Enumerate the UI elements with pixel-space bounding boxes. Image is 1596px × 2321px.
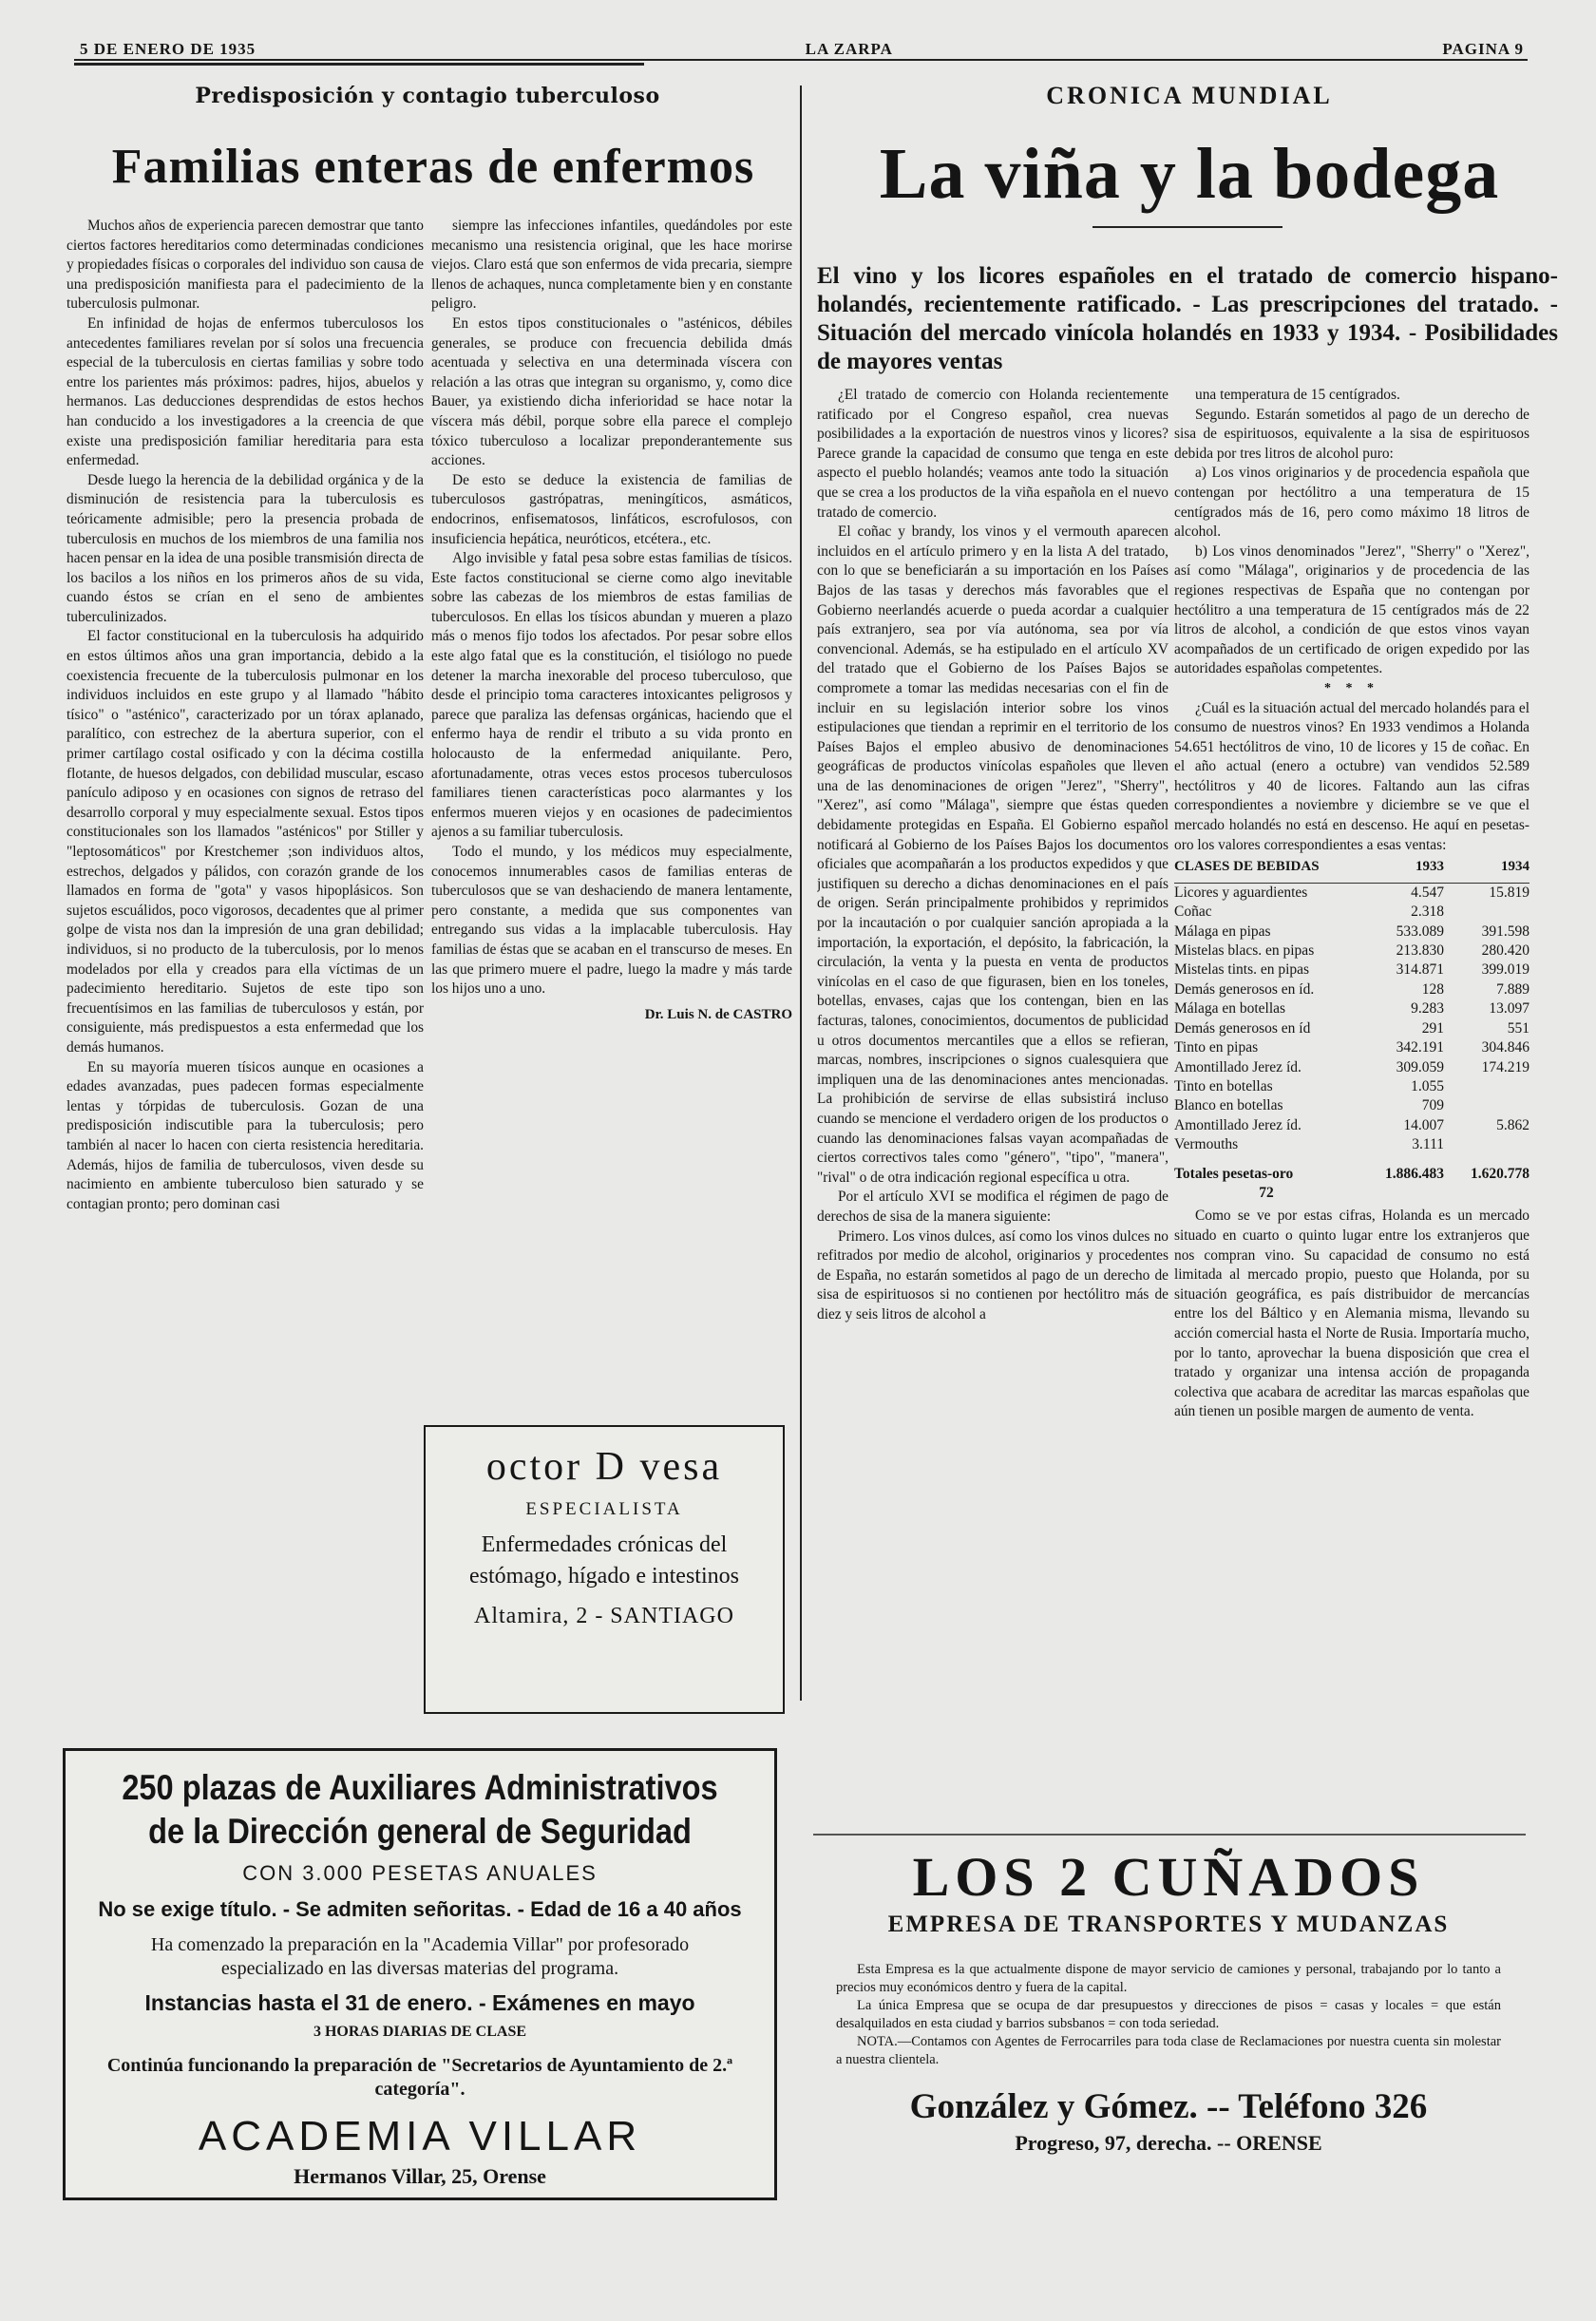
paragraph: El factor constitucional en la tuberculosis ha adquirido en estos últimos años una gran importancia, debido a la coexistencia frecuente de la tuberculosis pulmonar en los individuos incluidos en este grupo y al llamado "hábito tísico" o "asténico", caracterizado por un tórax aplanado, paralítico, con estrechez de la abertura superior, con el primer cartílago costal osificado y con la décima costilla flotante, de huesos delgados, con debilidad muscular, escaso panículo adiposo y en ocasiones con signos de retraso del desarrollo corporal y muy especialmente sexual. Estos tipos constitucionales son los llamados "asténicos" por Stiller y "leptosomáticos" por Krestchemer ;son individuos altos, estrechos, delgados y pálidos, con corazón grande de los llamados en forma de "gota" y vasos hipoplásicos. Son sujetos escuálidos, poco vigorosos, decadentes que al primer golpe de vista nos dan la impresión de una gran debilidad; individuos, si no producto de la tuberculosis, por lo menos modelados por ella y creados para ella víctimas de un padecimiento hereditario. Sujetos de este tipo son frecuentísimos en las familias de tuberculosos y están, por consiguiente, más predispuestos a esta enfermedad que los demás humanos. bbox=[66, 628, 424, 1056]
table-cell-label: Málaga en botellas bbox=[1174, 1000, 1286, 1018]
table-cell-value: 280.420 bbox=[1481, 942, 1530, 960]
table-total-suffix: 72 bbox=[1259, 1184, 1274, 1201]
table-total-suffix-row bbox=[1174, 1184, 1530, 1203]
issue-date: 5 DE ENERO DE 1935 bbox=[80, 40, 256, 58]
transport-address: Progreso, 97, derecha. -- ORENSE bbox=[1015, 2131, 1322, 2155]
right-article-col1 bbox=[817, 386, 1168, 1811]
paragraph: En estos tipos constitucionales o "asténicos, débiles generales, se produce con frecuencia debilida dmás acentuada y selectiva en una determinada víscera con relación a las otras que integran su organismo, y, como dice Bauer, ya existiendo dicha inferioridad se hace notar la víscera más débil, porque sobre ella parece el complejo tóxico tuberculoso a localizar preponderantemente sus acciones. bbox=[431, 314, 792, 469]
table-row bbox=[1174, 903, 1530, 922]
paragraph: En su mayoría mueren tísicos aunque en ocasiones a edades avanzadas, pues padecen formas especialmente lentas y tórpidas de tuberculosis. Gozan de una predisposición indiscutible para la tuberculosis; pero también al nacer lo hacen con cierta resistencia hereditaria. Además, hijos de familia de tuberculosos, viven desde su nacimiento en ambiente tuberculoso bien saturado y se contagian pronto; pero dominan casi bbox=[66, 1058, 424, 1212]
table-cell-value: 309.059 bbox=[1396, 1058, 1444, 1075]
right-headline: La viña y la bodega bbox=[879, 134, 1500, 214]
table-cell-label: Amontillado Jerez íd. bbox=[1174, 1058, 1302, 1075]
table-row bbox=[1174, 942, 1530, 961]
academy-name: ACADEMIA VILLAR bbox=[198, 2113, 642, 2159]
transport-title: LOS 2 CUÑADOS bbox=[912, 1846, 1425, 1908]
paragraph: b) Los vinos denominados "Jerez", "Sherry" o "Xerez", así como "Málaga", originarios y de procedencia de las regiones respectivas de España que no contengan por hectólitro a una temperatura de 15 centígrados más de 22 litros de alcohol, a condición de que estos vinos vayan acompañados de un certificado de origen expedido por las autoridades españolas competentes. bbox=[1174, 542, 1530, 677]
paragraph: La única Empresa que se ocupa de dar presupuestos y direcciones de pisos = casas y locales = que están desalquilados en esta ciudad y barrios subsbanos = con toda seriedad. bbox=[836, 1998, 1501, 2031]
doctor-specialty: Enfermedades crónicas del estómago, hígado e intestinos bbox=[469, 1532, 739, 1589]
doctor-name: octor D vesa bbox=[485, 1445, 723, 1489]
table-cell-label: Mistelas blacs. en pipas bbox=[1174, 942, 1315, 960]
table-row bbox=[1174, 1038, 1530, 1057]
table-cell-value: 14.007 bbox=[1403, 1116, 1444, 1133]
table-cell-value bbox=[1444, 903, 1530, 922]
table-row bbox=[1174, 883, 1530, 903]
paragraph: Segundo. Estarán sometidos al pago de un derecho de sisa de espirituosos, equivalente a la sisa de espirituosos debida por tres litros de alcohol puro: bbox=[1174, 406, 1530, 462]
paragraph: Muchos años de experiencia parecen demostrar que tanto ciertos factores hereditarios como determinadas condiciones y propiedades físicas o corporales del individuo son causa de una predisposición manifiesta para el padecimiento de la tuberculosis pulmonar. bbox=[66, 218, 424, 313]
transport-ad-top-rule bbox=[813, 1834, 1526, 1836]
table-cell-value: 13.097 bbox=[1489, 1000, 1530, 1018]
paragraph: Por el artículo XVI se modifica el régimen de pago de derechos de sisa de la manera siguiente: bbox=[817, 1189, 1168, 1225]
paragraph: En infinidad de hojas de enfermos tuberculosos los antecedentes familiares revelan por sí solos una frecuencia especial de la tuberculosis en ciertas familias y sobre todo entre los parientes más próximos: padres, hijos, abuelos y hermanos. Las deducciones desprendidas de estos hechos han conducido a los investigadores a la creencia de que existe una predisposición familiar hereditaria para esta enfermedad. bbox=[66, 314, 424, 469]
table-row bbox=[1174, 980, 1530, 999]
paragraph: ¿Cuál es la situación actual del mercado holandés para el consumo de nuestros vinos? En 1933 vendimos a Holanda 54.651 hectólitros de vino, 10 de licores y 15 de coñac. En el año actual (enero a octubre) van vendidos 52.589 hectólitros y 40 de licores. Faltando aun las cifras correspondientes a noviembre y diciembre se ve que el mercado holandés no está en descenso. He aquí en pesetas-oro los valores correspondientes a esas ventas: bbox=[1174, 699, 1530, 853]
table-body bbox=[1174, 883, 1530, 1154]
table-cell-label: Demás generosos en íd bbox=[1174, 1019, 1311, 1037]
paragraph: Algo invisible y fatal pesa sobre estas familias de tísicos. Este factos constitucional se cierne como algo inevitable sobre las cabezas de los miembros de estas familias de tuberculosos. En ellas los tísicos abundan y mueren a plazo más o menos fijo todos los afectados. Por pesar sobre ellos este algo fatal que es la constitución, el tisiólogo no puede detener la marcha inexorable del proceso tuberculoso, que desde el principio toma caracteres intoxicantes peligrosos y parece que paraliza las defensas orgánicas, haciendo que el enfermo haya de rendir el tributo a su vida pronto en holocausto de la enfermedad aniquilante. Pero, afortunadamente, otras veces estos procesos tuberculosos familiares tienen características poco alarmantes y los enfermos mueren viejos y en ocasiones de padecimientos ajenos a su familiar tuberculosis. bbox=[431, 550, 792, 841]
table-cell-value: 1.055 bbox=[1411, 1077, 1444, 1094]
table-cell-value: 399.019 bbox=[1481, 961, 1530, 979]
transport-contact: González y Gómez. -- Teléfono 326 bbox=[909, 2087, 1428, 2126]
table-header: 1934 bbox=[1444, 855, 1530, 883]
headline-underline bbox=[1092, 226, 1282, 228]
table-row bbox=[1174, 1077, 1530, 1096]
paragraph: a) Los vinos originarios y de procedencia española que contengan por hectólitro a una temperatura de 15 centígrados más de 16, pero como máximo 18 litros de alcohol. bbox=[1174, 465, 1530, 541]
table-cell-value: 304.846 bbox=[1481, 1039, 1530, 1056]
academy-ad bbox=[63, 1748, 777, 2200]
table-cell-value bbox=[1444, 1096, 1530, 1115]
table-cell-value: 391.598 bbox=[1481, 923, 1530, 940]
column-divider bbox=[800, 86, 802, 1701]
paragraph: NOTA.—Contamos con Agentes de Ferrocarriles para toda clase de Reclamaciones por nuestra cuenta sin molestar a nuestra clientela. bbox=[836, 2034, 1501, 2067]
left-article-col2 bbox=[431, 217, 792, 1399]
paragraph: De esto se deduce la existencia de familias de tuberculosos gastrópatras, meningíticos, asmáticos, endocrinos, enfisematosos, linfáticos, escrofulosos, con insuficiencia hepática, neuróticos, etcétera., etc. bbox=[431, 471, 792, 547]
table-cell-label: Tinto en botellas bbox=[1174, 1077, 1273, 1094]
academy-salary: CON 3.000 PESETAS ANUALES bbox=[242, 1861, 598, 1885]
section-title: CRONICA MUNDIAL bbox=[1046, 82, 1333, 109]
table-cell-label: Demás generosos en íd. bbox=[1174, 980, 1315, 998]
academy-address: Hermanos Villar, 25, Orense bbox=[294, 2164, 546, 2188]
table-cell-value: 533.089 bbox=[1396, 923, 1444, 940]
table-cell-value: 128 bbox=[1421, 980, 1444, 998]
article-signature: Dr. Luis N. de CASTRO bbox=[644, 1006, 792, 1022]
section-separator: * * * bbox=[1324, 680, 1379, 695]
transport-body bbox=[836, 1961, 1501, 2069]
table-total-row bbox=[1174, 1155, 1530, 1184]
table-header: 1933 bbox=[1358, 855, 1444, 883]
table-header: CLASES DE BEBIDAS bbox=[1174, 855, 1358, 883]
transport-subtitle: EMPRESA DE TRANSPORTES Y MUDANZAS bbox=[887, 1912, 1450, 1937]
table-cell-label: Tinto en pipas bbox=[1174, 1039, 1259, 1056]
paragraph: Desde luego la herencia de la debilidad orgánica y de la disminución de resistencia para la tuberculosis es teóricamente admisible; pero la presencia probada de tuberculosis en muchos de los miembros de una familia nos hacen pensar en la idea de una posible transmisión directa de los bacilos a los niños en los primeros años de su vida, cuando éstos se crían en el seno de ambientes tuberculinizados. bbox=[66, 471, 424, 625]
table-row bbox=[1174, 923, 1530, 942]
paragraph: El coñac y brandy, los vinos y el vermouth aparecen incluidos en el artículo primero y en la lista A del tratado, con lo que se beneficiarán a su importación en los Países Bajos de las tasas y derechos más favorables que el Gobierno neerlandés acuerde o pueda acordar a cualquier país extranjero, sea por vía autónoma, sea por vía convencional. Además, se ha estipulado en el artículo XV del tratado que el Gobierno de los Países Bajos se compromete a tomar las medidas necesarias con el fin de incluir en su legislación interior sobre los vinos estipulaciones que tiendan a reprimir en el territorio de los Países Bajos el empleo abusivo de denominaciones geográficas de productos vinícolas españoles que lleven una de las denominaciones de origen "Jerez", "Sherry", "Xerez", así como "Málaga", siempre que éstas queden debidamente protegidas en España. El Gobierno español notificará al Gobierno de los Países Bajos los documentos oficiales que acompañarán a los productos expedidos y que justifiquen su derecho a dichas denominaciones en el país de origen. Serán principalmente prohibidos y reprimidos por la incautación o por cualquier sanción apropiada a la importación, la exportación, el depósito, la fabricación, la circulación, la venta y la puesta en venta de productos vinícolas en el caso de que figurasen, bien en los toneles, botellas, envases, cajas que los contengan, bien en las facturas, talones, conocimientos, documentos de publicidad u otros documentos mercantiles que a ellos se refieran, marcas, nombres, inscripciones o signos cualesquiera que impliquen una de las denominaciones antes mencionadas. La prohibición de servirse de ellas subsistirá incluso cuando se mencione el verdadero origen de los productos o cuando las denominaciones falsas vayan acompañadas de ciertos correctivos tales como "género", "tipo", "manera", "rival" o de otra indicación regional específica u otra. bbox=[817, 523, 1168, 1186]
table-row bbox=[1174, 1116, 1530, 1135]
paragraph: Como se ve por estas cifras, Holanda es un mercado situado en cuarto o quinto lugar entre los extranjeros que nos compran vino. Su capacidad de consumo no está limitada al mercado propio, puesto que Holanda, por su situación geográfica, es país distribuidor de mercancías entre los del Báltico y en Alemania misma, llevando su acción comercial hasta el Norte de Rusia. Importaría mucho, por lo tanto, aprovechar la buena disposición que crea el tratado y organizar una intensa acción de propaganda colectiva que acabara de acreditar las marcas españolas que aún tienen un posible margen de aumento de venta. bbox=[1174, 1208, 1530, 1420]
page-number: PAGINA 9 bbox=[1442, 40, 1524, 58]
right-subhead: El vino y los licores españoles en el tratado de comercio hispano-holandés, recientemente ratificado. - Las prescripciones del tratado. - Situación del mercado vinícola holandés en 1933 y 1934. - Posibilidades de mayores ventas bbox=[817, 263, 1558, 374]
table-cell-value: 174.219 bbox=[1481, 1058, 1530, 1075]
table-cell-label: Mistelas tints. en pipas bbox=[1174, 961, 1310, 979]
academy-title: 250 plazas de Auxiliares Administrativos de la Dirección general de Seguridad bbox=[122, 1768, 718, 1851]
wine-sales-table bbox=[1174, 855, 1530, 1203]
table-cell-value: 709 bbox=[1421, 1097, 1444, 1114]
table-cell-value: 551 bbox=[1507, 1019, 1530, 1037]
academy-hours: 3 HORAS DIARIAS DE CLASE bbox=[313, 2024, 527, 2040]
doctor-specialist: ESPECIALISTA bbox=[525, 1499, 683, 1519]
paragraph: una temperatura de 15 centígrados. bbox=[1195, 387, 1400, 403]
table-total-1933: 1.886.483 bbox=[1385, 1165, 1444, 1182]
table-row bbox=[1174, 1019, 1530, 1038]
table-cell-value: 314.871 bbox=[1396, 961, 1444, 979]
paragraph: Todo el mundo, y los médicos muy especialmente, conocemos innumerables casos de familias enteras de tuberculosos que se van deshaciendo de manera lentamente, pero constante, a medida que sus componentes van entregando sus vidas a la implacable tuberculosis. Hay familias de éstas que se acaban en el transcurso de meses. En las que primero muere el padre, luego la madre y más tarde los hijos uno a uno. bbox=[431, 844, 792, 998]
table-row bbox=[1174, 999, 1530, 1018]
academy-conditions: No se exige título. - Se admiten señoritas. - Edad de 16 a 40 años bbox=[98, 1897, 742, 1921]
table-cell-value: 15.819 bbox=[1489, 884, 1530, 901]
paragraph: siempre las infecciones infantiles, quedándoles por este mecanismo una resistencia original, que les hace morirse viejos. Claro está que son enfermos de vida precaria, siempre llenos de achaques, nunca completamente bien y en constante peligro. bbox=[431, 218, 792, 313]
transport-ad bbox=[808, 1847, 1530, 2217]
table-cell-value bbox=[1444, 1135, 1530, 1154]
table-cell-value: 7.889 bbox=[1496, 980, 1530, 998]
table-row bbox=[1174, 1058, 1530, 1077]
table-cell-label: Licores y aguardientes bbox=[1174, 884, 1308, 901]
table-cell-value: 9.283 bbox=[1411, 1000, 1444, 1018]
left-article-col1 bbox=[66, 217, 424, 1708]
left-headline: Familias enteras de enfermos bbox=[111, 140, 755, 194]
table-row bbox=[1174, 1135, 1530, 1154]
table-row bbox=[1174, 961, 1530, 980]
doctor-address: Altamira, 2 - SANTIAGO bbox=[474, 1604, 734, 1628]
header-rule bbox=[74, 59, 1528, 61]
table-cell-value: 4.547 bbox=[1411, 884, 1444, 901]
table-cell-value: 291 bbox=[1421, 1019, 1444, 1037]
academy-dates: Instancias hasta el 31 de enero. - Exámenes en mayo bbox=[144, 1990, 695, 2015]
table-cell-label: Amontillado Jerez íd. bbox=[1174, 1116, 1302, 1133]
paragraph: ¿El tratado de comercio con Holanda recientemente ratificado por el Congreso español, crea nuevas posibilidades a la exportación de nuestros vinos y licores? Parece grande la capacidad de consumo que tenga en este aspecto el pueblo holandés; veamos ante todo la situación que se crea a los productos de la viña española en el nuevo tratado de comercio. bbox=[817, 387, 1168, 521]
table-cell-value: 3.111 bbox=[1412, 1136, 1444, 1153]
table-row bbox=[1174, 1096, 1530, 1115]
table-total-1934: 1.620.778 bbox=[1471, 1165, 1530, 1182]
paragraph: Esta Empresa es la que actualmente dispone de mayor servicio de camiones y personal, trabajando por lo tanto a precios muy económicos dentro y fuera de la capital. bbox=[836, 1962, 1501, 1995]
left-kicker: Predisposición y contagio tuberculoso bbox=[195, 84, 660, 108]
header-rule-thick bbox=[74, 63, 644, 66]
table-cell-label: Málaga en pipas bbox=[1174, 923, 1271, 940]
paragraph: Primero. Los vinos dulces, así como los vinos dulces no refitrados por medio de alcohol, originarios y procedentes de España, no estarán sometidos al pago de un derecho de sisa de espirituosos si no contienen por hectólitro más de diez y seis litros de alcohol a bbox=[817, 1227, 1168, 1322]
table-cell-value bbox=[1444, 1077, 1530, 1096]
academy-preparation: Ha comenzado la preparación en la "Academia Villar" por profesorado especializado en las diversas materias del programa. bbox=[150, 1934, 690, 1979]
right-article-col2 bbox=[1174, 386, 1530, 1820]
table-cell-label: Coñac bbox=[1174, 904, 1212, 921]
table-cell-label: Vermouths bbox=[1174, 1136, 1239, 1153]
newspaper-name: LA ZARPA bbox=[805, 40, 893, 58]
table-cell-label: Blanco en botellas bbox=[1174, 1097, 1283, 1114]
table-cell-value: 2.318 bbox=[1411, 904, 1444, 921]
table-header-row bbox=[1174, 855, 1530, 883]
table-cell-value: 5.862 bbox=[1496, 1116, 1530, 1133]
table-cell-value: 213.830 bbox=[1396, 942, 1444, 960]
table-total-label: Totales pesetas-oro bbox=[1174, 1165, 1294, 1182]
doctor-ad bbox=[424, 1425, 785, 1714]
academy-continue: Continúa funcionando la preparación de "Secretarios de Ayuntamiento de 2.ª categoría". bbox=[106, 2055, 733, 2100]
table-cell-value: 342.191 bbox=[1396, 1039, 1444, 1056]
